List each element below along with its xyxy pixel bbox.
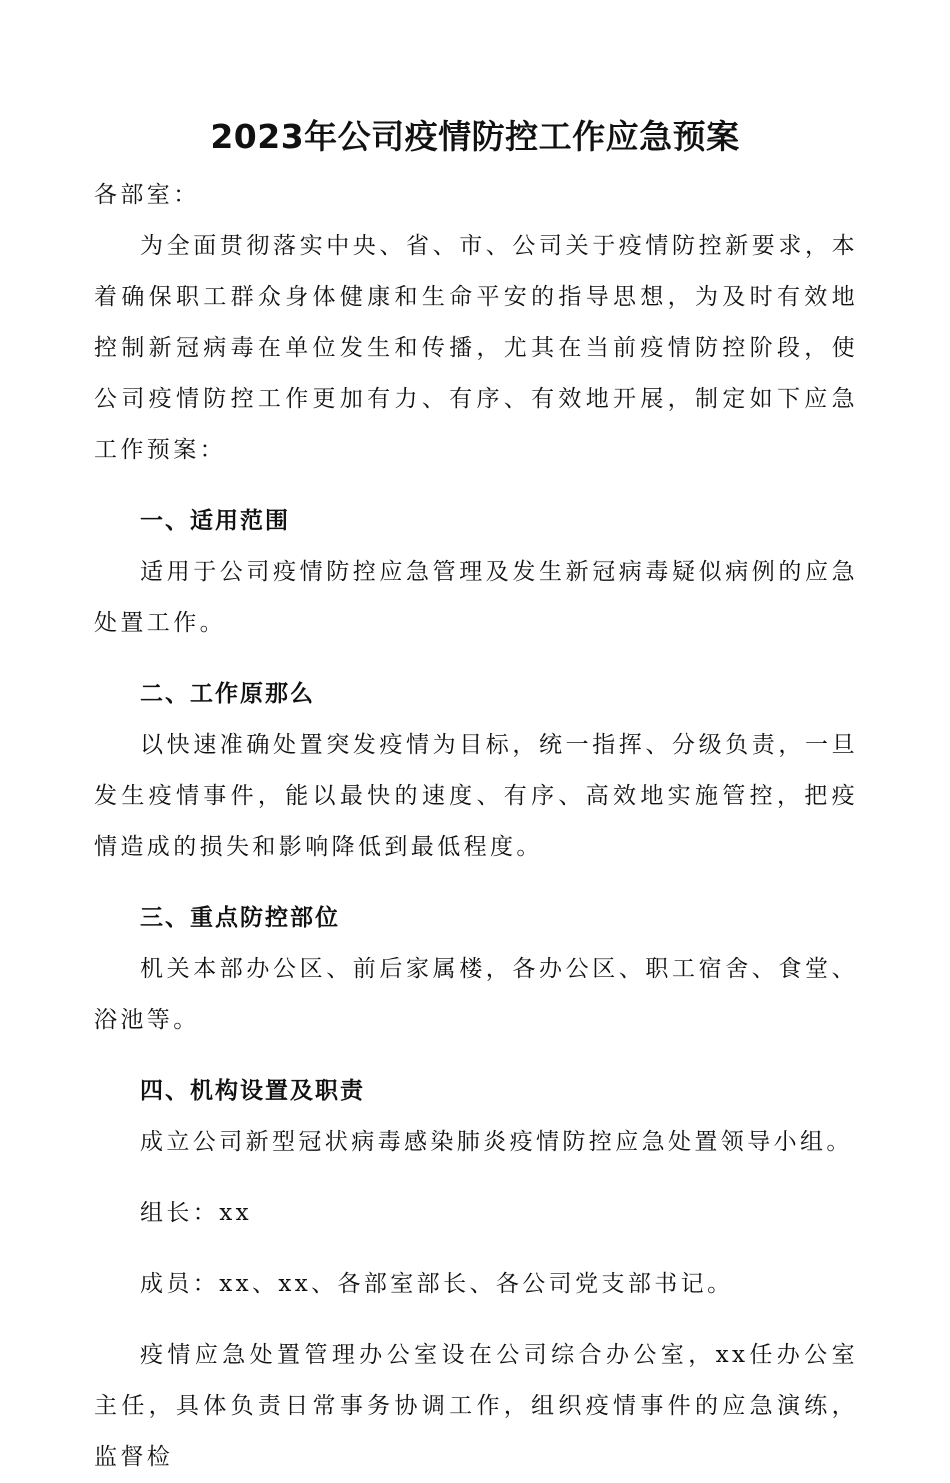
section-organization-paragraph-1: 成立公司新型冠状病毒感染肺炎疫情防控应急处置领导小组。 [140, 1129, 853, 1155]
section-heading-organization: 四、机构设置及职责 [140, 1078, 365, 1104]
document-title: 2023年公司疫情防控工作应急预案 [210, 117, 740, 156]
section-organization-leader: 组长：xx [140, 1200, 252, 1226]
section-scope-paragraph: 适用于公司疫情防控应急管理及发生新冠病毒疑似病例的应急处置工作。 [94, 559, 858, 636]
salutation: 各部室： [94, 182, 200, 208]
document-body [94, 170, 858, 1483]
intro-paragraph: 为全面贯彻落实中央、省、市、公司关于疫情防控新要求，本着确保职工群众身体健康和生命平安的指导思想，为及时有效地控制新冠病毒在单位发生和传播，尤其在当前疫情防控阶段，使公司疫情防控工作更加有力、有序、有效地开展，制定如下应急工作预案： [94, 233, 858, 463]
section-organization-office: 疫情应急处置管理办公室设在公司综合办公室，xx任办公室主任，具体负责日常事务协调工作，组织疫情事件的应急演练，监督检 [94, 1342, 858, 1470]
section-heading-principles: 二、工作原那么 [140, 681, 315, 707]
section-key-areas-paragraph: 机关本部办公区、前后家属楼，各办公区、职工宿舍、食堂、浴池等。 [94, 956, 858, 1033]
section-heading-scope: 一、适用范围 [140, 508, 290, 534]
section-principles-paragraph: 以快速准确处置突发疫情为目标，统一指挥、分级负责，一旦发生疫情事件，能以最快的速度、有序、高效地实施管控，把疫情造成的损失和影响降低到最低程度。 [94, 732, 858, 860]
section-organization-members: 成员：xx、xx、各部室部长、各公司党支部书记。 [140, 1271, 734, 1297]
section-heading-key-areas: 三、重点防控部位 [140, 905, 340, 931]
